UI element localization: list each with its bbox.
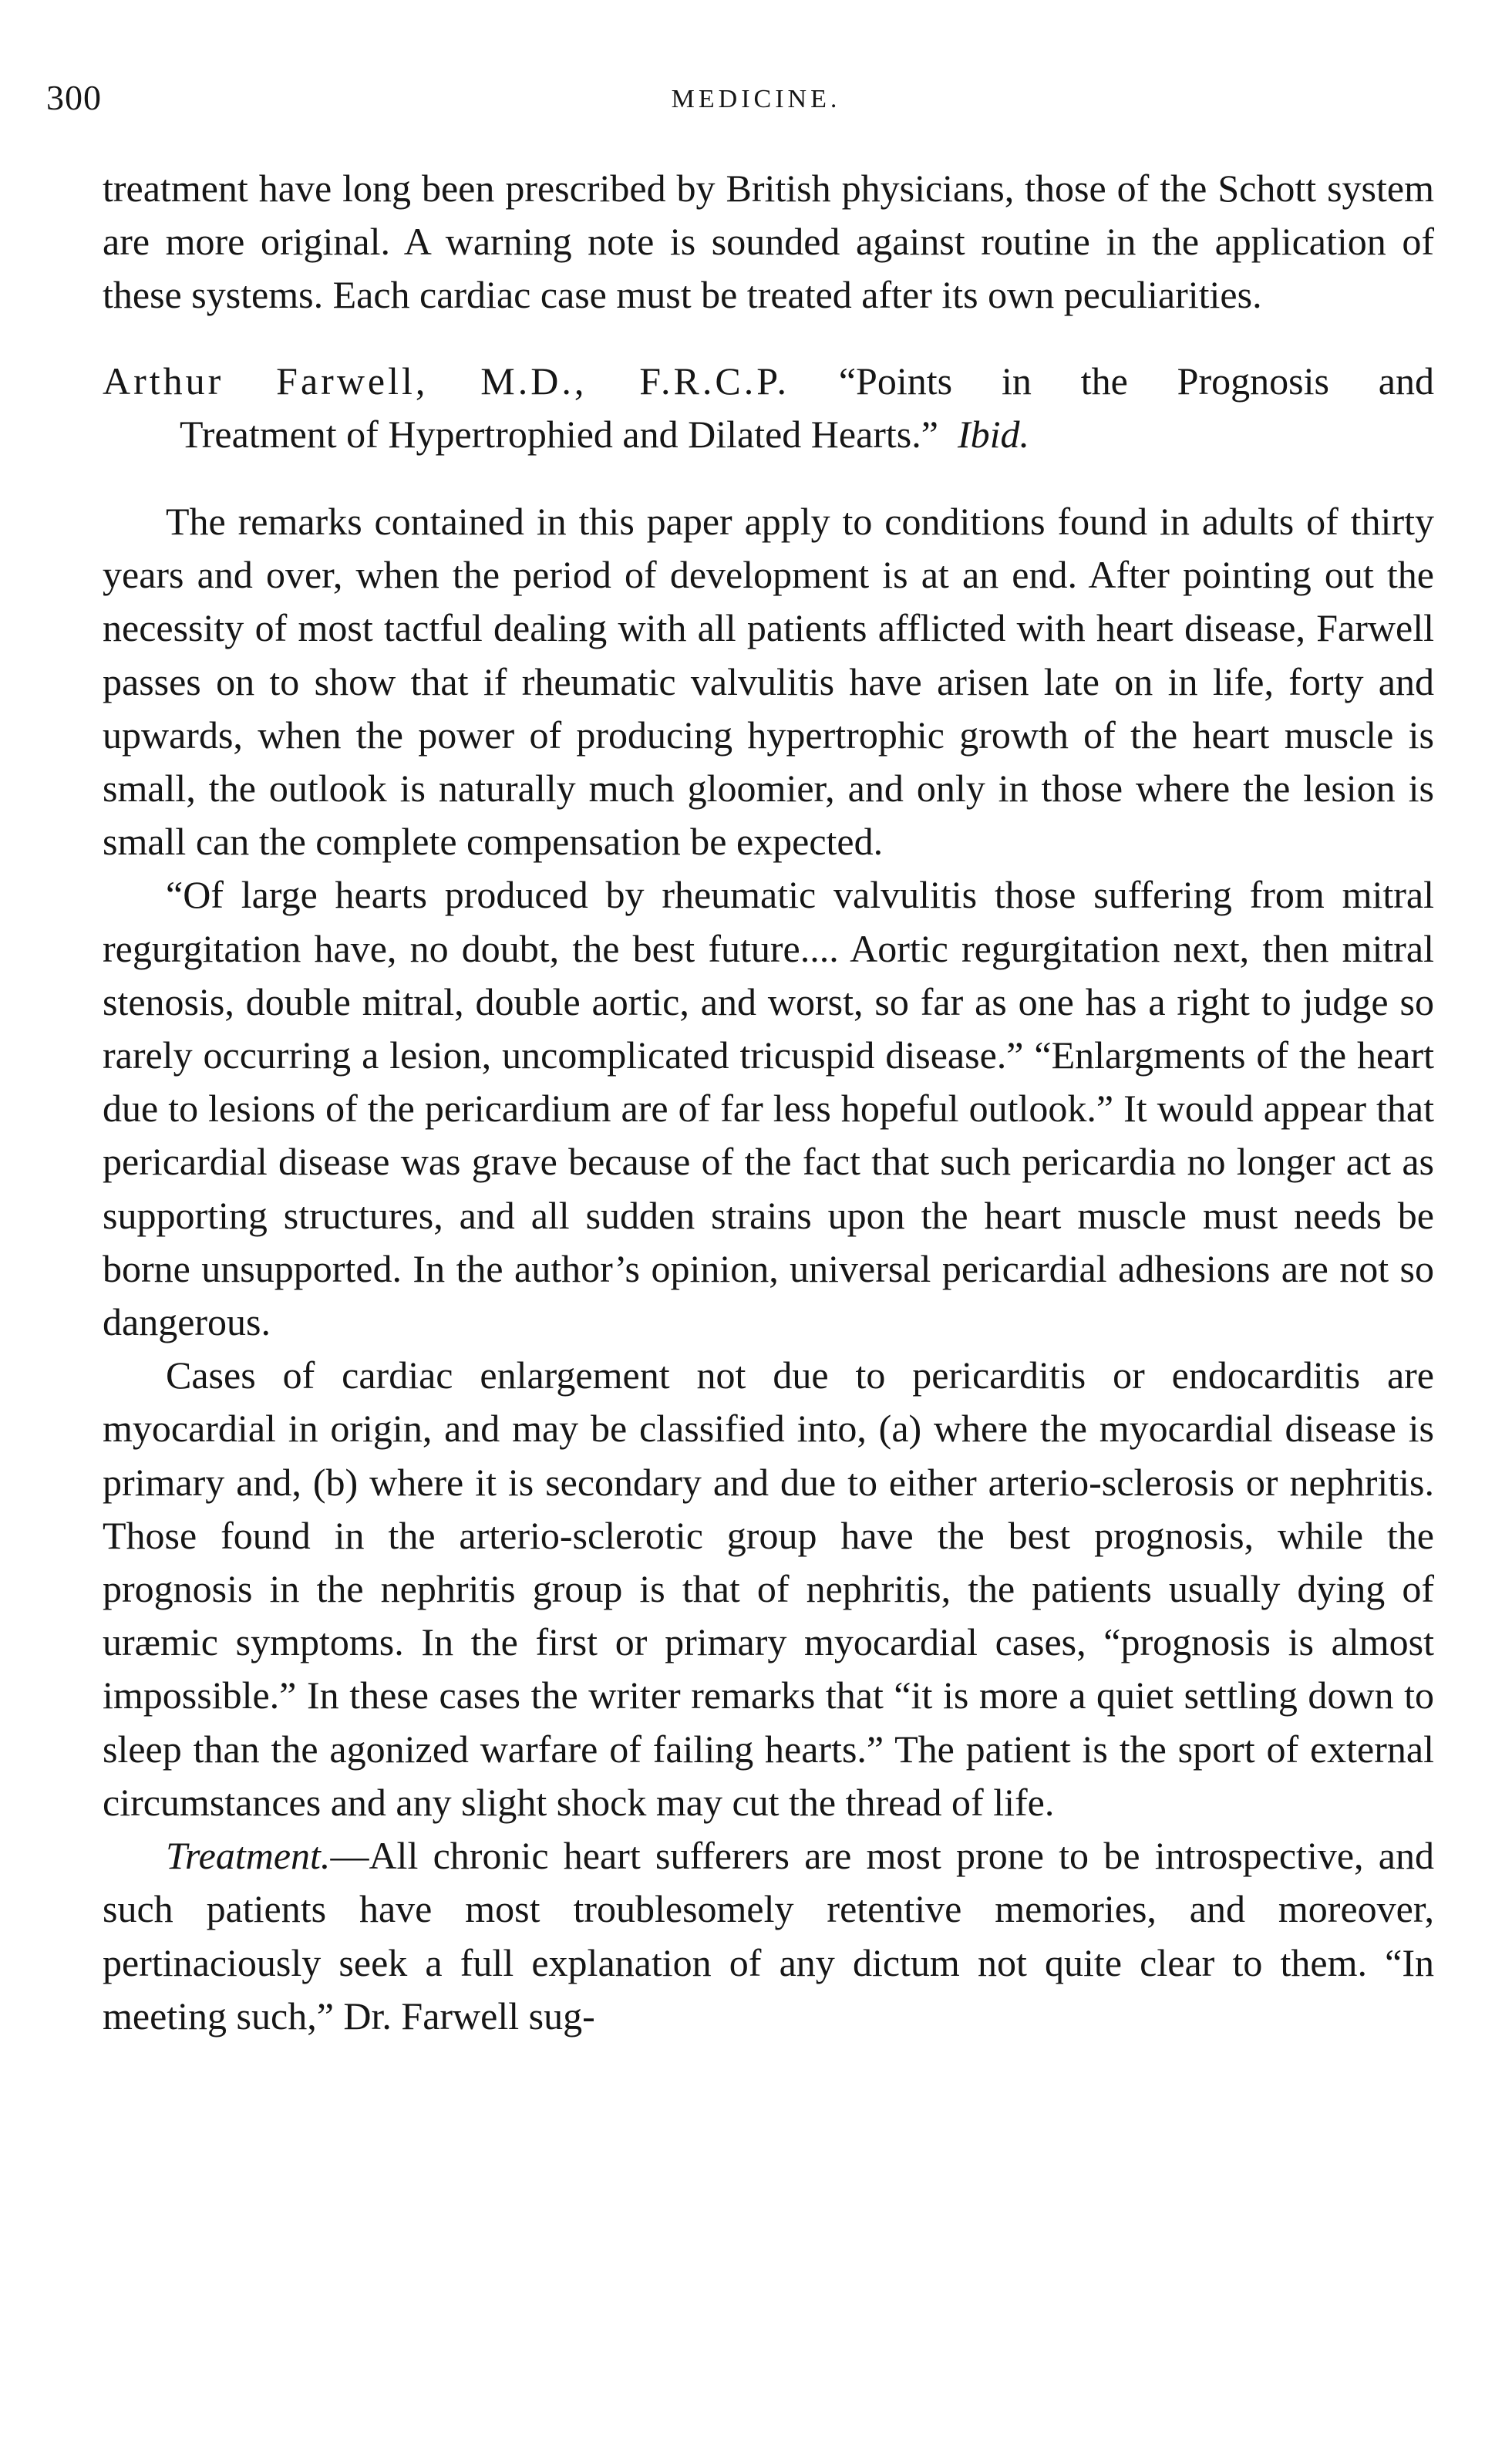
paragraph-remarks: The remarks contained in this paper apply to conditions found in adults of thirty years and over, when the period of development is at an end. After pointing out the necessity of most tactful dealing with all patients afflicted with heart disease, Farwell passes on to show that if rheumatic valvulitis have arisen late on in life, forty and upwards, when the power of producing hypertrophic growth of the heart muscle is small, the outlook is naturally much gloomier, and only in those where the lesion is small can the complete compensation be expected.	[103, 500, 1434, 864]
page-number: 300	[46, 78, 102, 117]
paragraph-quotation: “Of large hearts produced by rheumatic valvulitis those suffering from mitral regurgitation have, no doubt, the best future.... Aortic regurgitation next, then mitral stenosis, double mitral, double aortic, and worst, so far as one has a right to judge so rarely occurring a lesion, uncomplicated tricuspid disease.” “Enlargments of the heart due to lesions of the pericardium are of far less hopeful outlook.” It would appear that pericardial disease was grave because of the fact that such pericardia no longer act as supporting structures, and all sudden strains upon the heart muscle must needs be borne unsupported. In the author’s opinion, universal pericardial adhesions are not so dangerous.	[103, 873, 1434, 1344]
citation-title-part-1: “Points in the Prognosis and	[838, 359, 1435, 403]
treatment-label: Treatment.	[166, 1834, 331, 1878]
citation-line-1	[103, 355, 1434, 408]
page-header	[46, 77, 1466, 139]
citation-line-2	[103, 408, 1434, 461]
citation-source: Ibid.	[957, 412, 1030, 456]
paragraph-cases: Cases of cardiac enlargement not due to pericarditis or endocarditis are myocardial in origin, and may be classified into, (a) where the myocardial disease is primary and, (b) where it is secondary and due to either arterio-sclerosis or nephritis. Those found in the arterio-sclerotic group have the best prognosis, while the prognosis in the nephritis group is that of nephritis, the patients usually dying of uræmic symptoms. In the first or primary myocardial cases, “prognosis is almost impossible.” In these cases the writer remarks that “it is more a quiet settling down to sleep than the agonized warfare of failing hearts.” The patient is the sport of external circumstances and any slight shock may cut the thread of life.	[103, 1353, 1434, 1824]
citation-title-part-2: Treatment of Hypertrophied and Dilated Hearts.”	[180, 412, 938, 456]
running-head: MEDICINE.	[671, 85, 841, 113]
paragraph-treatment	[103, 1829, 1434, 2043]
paragraph-continued: treatment have long been prescribed by British physicians, those of the Schott system are more original. A warning note is sounded against routine in the application of these systems. Each cardiac case must be treated after its own peculiarities.	[103, 167, 1434, 317]
treatment-text: —All chronic heart sufferers are most prone to be introspective, and such patients have most troublesomely retentive memories, and moreover, pertinaciously seek a full explanation of any dictum not quite clear to them. “In meeting such,” Dr. Farwell sug-	[103, 1834, 1434, 2038]
body-text	[103, 162, 1434, 2043]
citation-entry	[103, 355, 1434, 461]
citation-author: Arthur Farwell, M.D., F.R.C.P.	[103, 359, 790, 403]
